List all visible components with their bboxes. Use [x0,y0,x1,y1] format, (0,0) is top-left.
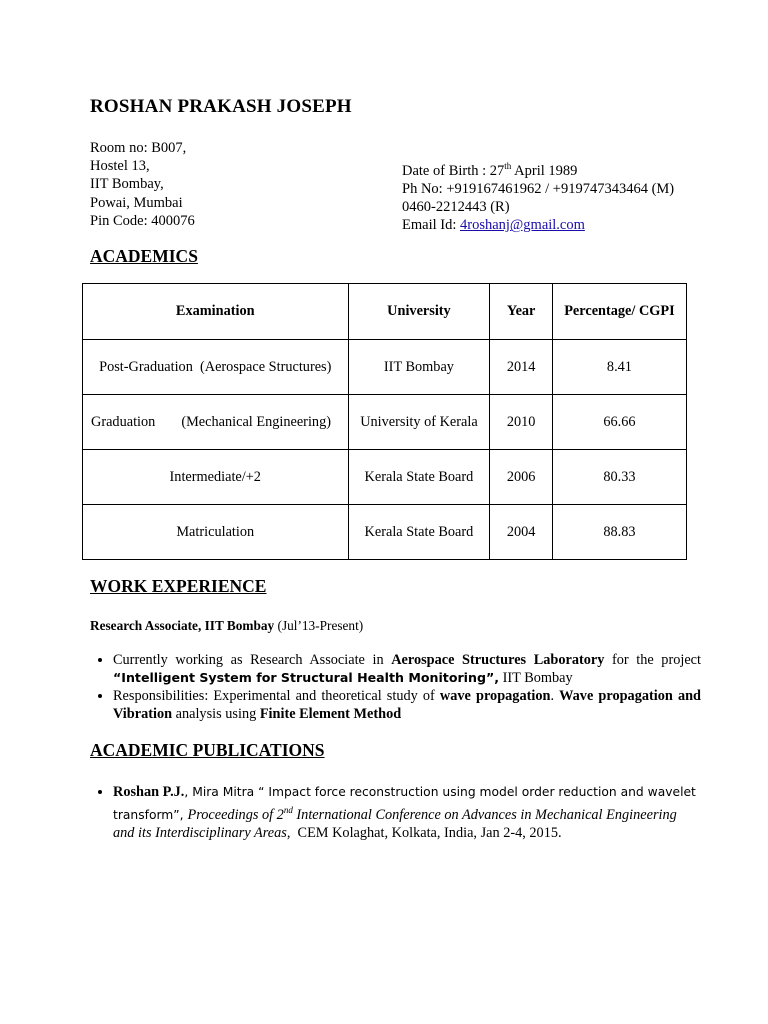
candidate-name: ROSHAN PRAKASH JOSEPH [90,96,352,117]
project-name: “Intelligent System for Structural Health Monitoring”, [113,670,500,686]
publication-venue: , CEM Kolaghat, Kolkata, India, Jan 2-4, 2015. [286,825,562,842]
work-experience-heading: WORK EXPERIENCE [90,576,267,596]
academics-table [82,283,687,560]
text-span: for the project [604,652,701,668]
text-span: analysis using [172,706,260,723]
publications-heading: ACADEMIC PUBLICATIONS [90,740,325,760]
table-row [83,395,687,450]
exam-main: Graduation [91,413,156,430]
dob-label: Date of Birth : [402,162,490,179]
address-line: IIT Bombay, [90,176,164,193]
address-line: Hostel 13, [90,158,150,175]
text-span: IIT Bombay [499,670,573,687]
contact-block [402,157,674,235]
phone-residence: 0460-2212443 (R) [402,199,510,216]
university-cell: Kerala State Board [348,450,490,505]
exam-cell: Post-Graduation (Aerospace Structures) [83,340,349,395]
university-cell: Kerala State Board [348,505,490,560]
academics-heading: ACADEMICS [90,246,198,266]
year-cell: 2006 [490,450,553,505]
keyword: wave propagation [439,688,551,705]
dob-suffix: th [504,161,512,171]
address-block [90,139,195,230]
score-cell: 88.83 [552,505,686,560]
job-period: (Jul’13-Present) [274,618,364,633]
score-cell: 8.41 [552,340,686,395]
table-header-row [83,284,687,340]
score-cell: 80.33 [552,450,686,505]
exam-cell: Intermediate/+2 [83,450,349,505]
phone-mobile: Ph No: +919167461962 / +919747343464 (M) [402,181,675,198]
dob-day: 27 [489,162,505,179]
university-cell: IIT Bombay [348,340,490,395]
work-bullets [90,651,701,723]
col-header-university: University [348,284,490,340]
address-line: Room no: B007, [90,140,187,156]
author-name: Roshan P.J. [113,784,185,800]
text-span: International Conference on Advances in Mechanical Engineering and its Interdisciplinary Areas [113,807,677,842]
exam-cell: Matriculation [83,505,349,560]
text-span: Proceedings of 2 [187,807,284,824]
text-span: . [550,688,560,705]
keyword: Wave propagation and Vibration [113,688,701,723]
address-line: Pin Code: 400076 [90,212,195,229]
list-item [113,687,701,723]
table-row [83,505,687,560]
dob-month-year: April 1989 [511,162,578,179]
table-row [83,450,687,505]
email-label: Email Id: [402,217,460,234]
date-of-birth [402,157,674,180]
table-row [83,340,687,395]
year-cell: 2004 [490,505,553,560]
year-cell: 2014 [490,340,553,395]
col-header-percentage: Percentage/ CGPI [552,284,686,340]
keyword: Finite Element Method [259,706,402,723]
publication-title: , Mira Mitra “ Impact force reconstruction using model order reduction and wavelet transform”, [113,785,696,823]
exam-cell [83,395,349,450]
col-header-year: Year [490,284,553,340]
email-link[interactable]: 4roshanj@gmail.com [460,217,585,234]
exam-specialization: (Mechanical Engineering) [181,413,331,430]
lab-name: Aerospace Structures Laboratory [391,652,605,668]
publication-list [90,783,701,843]
address-line: Powai, Mumbai [90,194,183,211]
col-header-examination: Examination [83,284,349,340]
year-cell: 2010 [490,395,553,450]
text-span: Currently working as Research Associate in [113,652,392,668]
text-span: Responsibilities: Experimental and theoretical study of [113,688,440,705]
list-item [113,783,701,843]
university-cell: University of Kerala [348,395,490,450]
email-line [402,216,674,234]
job-title: Research Associate, IIT Bombay [90,618,275,633]
score-cell: 66.66 [552,395,686,450]
list-item [113,651,701,687]
job-title-line [90,618,363,634]
ordinal-suffix: nd [283,805,293,816]
